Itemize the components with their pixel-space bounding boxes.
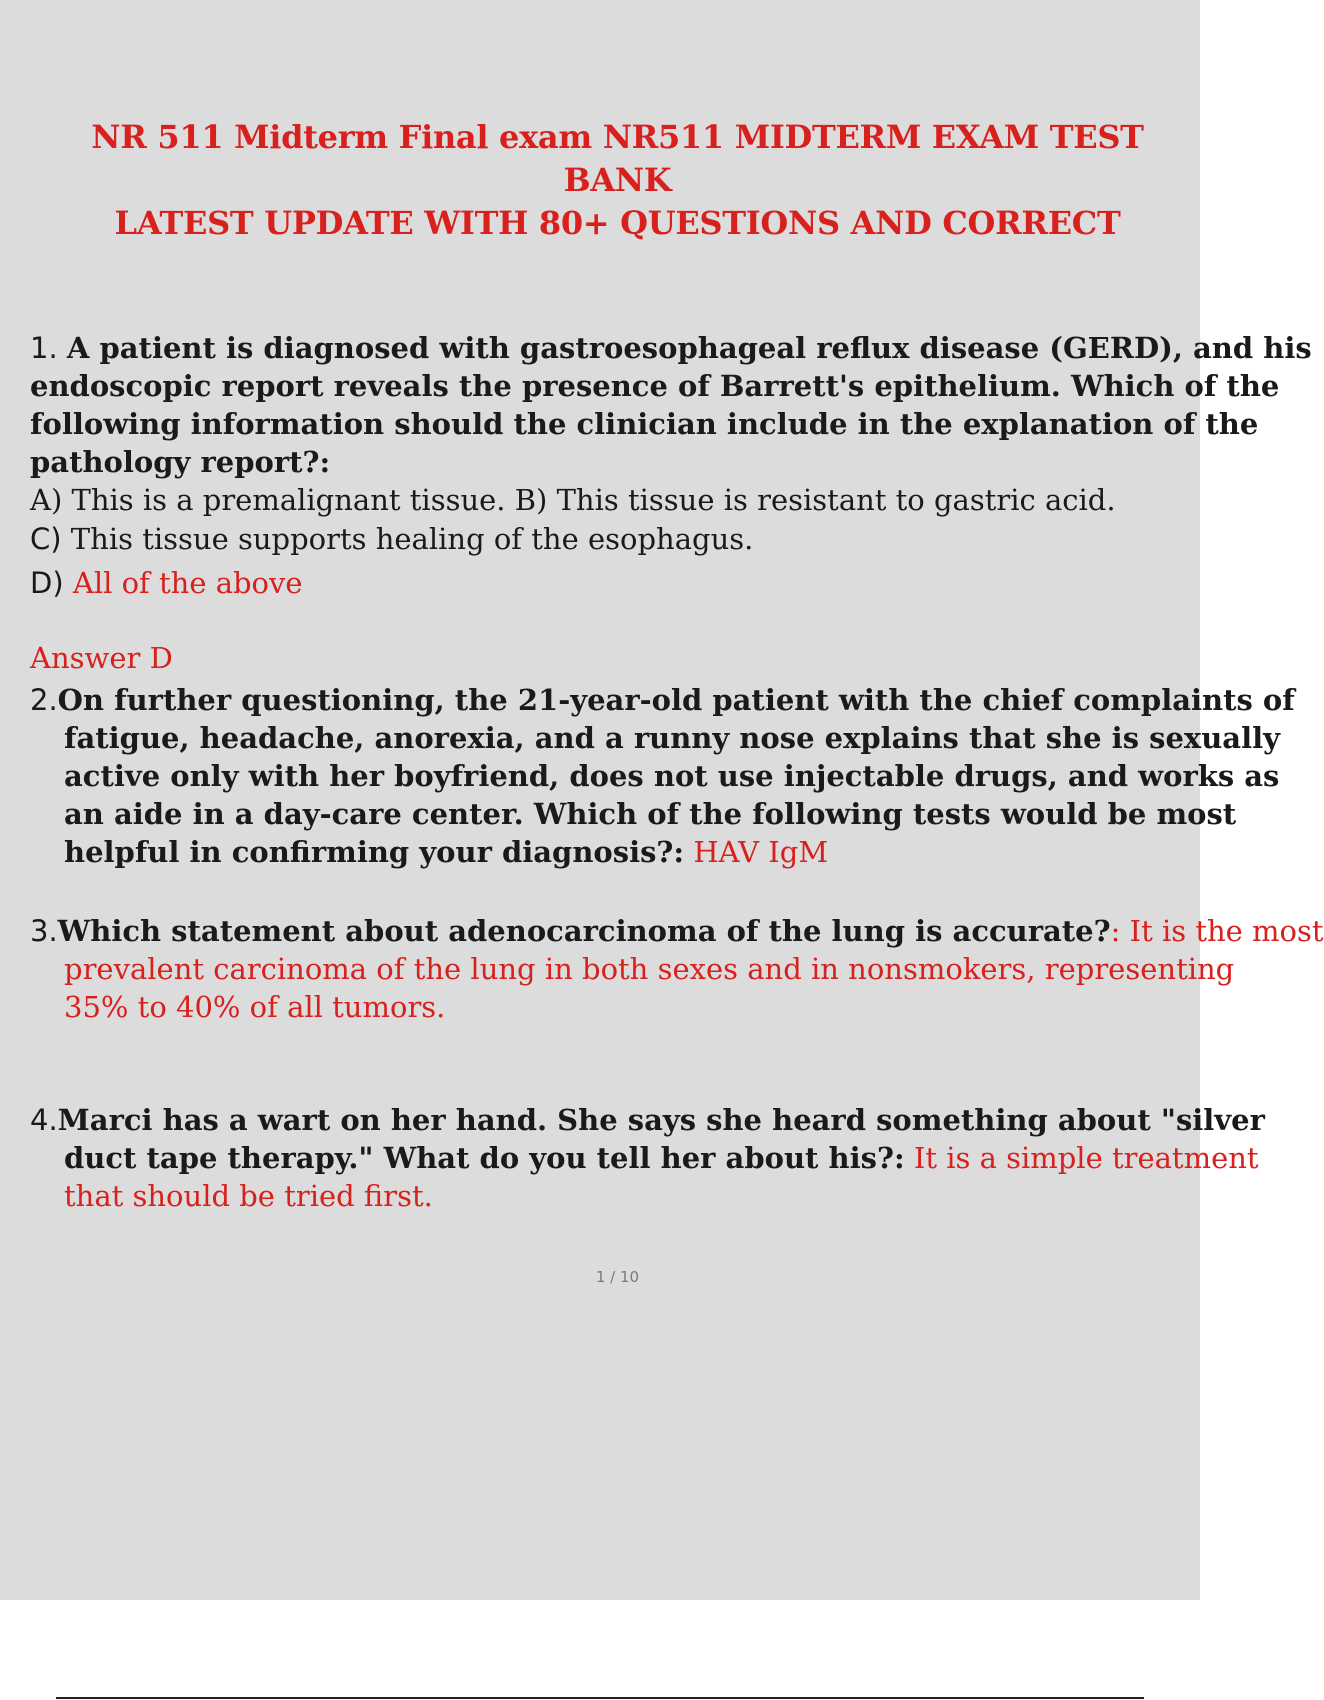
options-a-b: A) This is a premalignant tissue. B) This tissue is resistant to gastric acid. (30, 483, 1116, 517)
question-2-line-2: fatigue, headache, anorexia, and a runny nose explains that she is sexually (64, 721, 1280, 755)
question-number: 2. (30, 683, 58, 717)
option-c (30, 520, 753, 558)
question-4-line-1 (30, 1101, 1265, 1139)
question-number: 3. (30, 914, 58, 948)
answer-2: HAV IgM (693, 835, 829, 869)
bottom-divider (56, 1697, 1144, 1699)
question-text: Which statement about adenocarcinoma of the lung is accurate? (57, 914, 1111, 948)
document-title (60, 116, 1175, 245)
question-2-line-5 (64, 833, 828, 871)
question-1-line-2: endoscopic report reveals the presence of Barrett's epithelium. Which of the (30, 369, 1280, 403)
question-colon: : (1110, 914, 1121, 948)
question-2-line-3: active only with her boyfriend, does not use injectable drugs, and works as (64, 759, 1280, 793)
question-4-line-2 (64, 1139, 1259, 1177)
page-number: 1 / 10 (595, 1268, 640, 1286)
question-2-line-4: an aide in a day-care center. Which of the following tests would be most (64, 797, 1237, 831)
answer-3-part-1: It is the most (1129, 914, 1324, 948)
answer-4-part-1: It is a simple treatment (913, 1141, 1259, 1175)
question-text: duct tape therapy." What do you tell her about his?: (64, 1141, 905, 1175)
question-2-line-1 (30, 681, 1295, 719)
option-d-text: All of the above (72, 566, 303, 600)
question-text: Marci has a wart on her hand. She says she heard something about "silver (57, 1103, 1265, 1137)
question-3-line-1 (30, 912, 1324, 950)
answer-3-part-3: 35% to 40% of all tumors. (64, 990, 446, 1024)
question-number: 1. (30, 331, 58, 365)
question-1-line-1 (30, 329, 1312, 367)
option-d (30, 564, 303, 602)
option-d-label: D) (30, 566, 64, 600)
question-number: 4. (30, 1103, 58, 1137)
answer-1: Answer D (30, 641, 173, 675)
option-c-label: C) (30, 522, 62, 556)
option-c-text: This tissue supports healing of the esophagus. (70, 522, 754, 556)
question-text: A patient is diagnosed with gastroesophageal reflux disease (GERD), and his (66, 331, 1312, 365)
title-line-2: LATEST UPDATE WITH 80+ QUESTIONS AND CORRECT (114, 204, 1121, 242)
question-text: On further questioning, the 21-year-old patient with the chief complaints of (57, 683, 1295, 717)
answer-4-part-2: that should be tried first. (64, 1179, 433, 1213)
title-line-1: NR 511 Midterm Final exam NR511 MIDTERM EXAM TEST BANK (91, 118, 1144, 199)
question-1-line-4: pathology report?: (30, 445, 331, 479)
answer-3-part-2: prevalent carcinoma of the lung in both sexes and in nonsmokers, representing (64, 952, 1235, 986)
question-1-line-3: following information should the clinician include in the explanation of the (30, 407, 1259, 441)
question-text: helpful in confirming your diagnosis?: (64, 835, 685, 869)
